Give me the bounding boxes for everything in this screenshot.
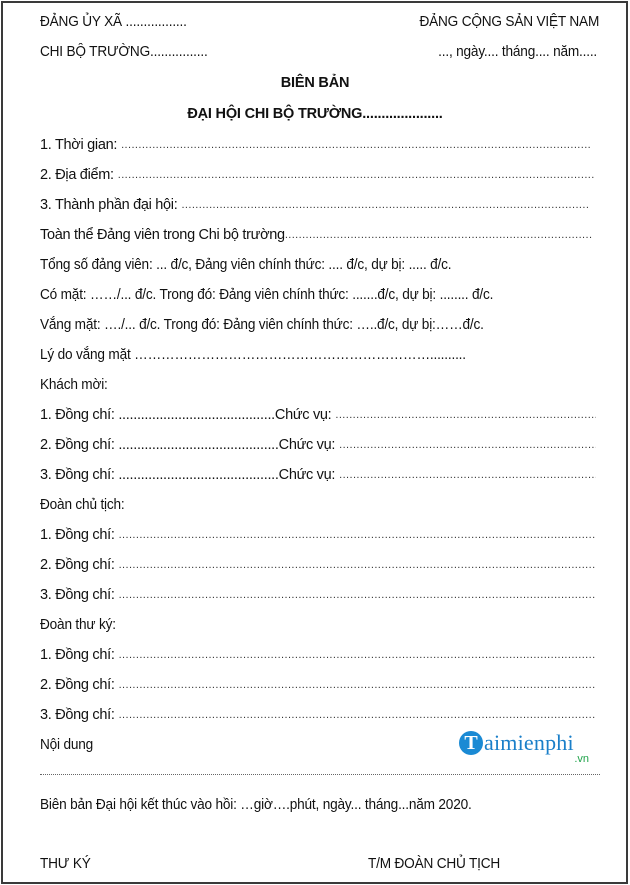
document-subtitle: ĐẠI HỘI CHI BỘ TRƯỜNG.....................: [187, 106, 443, 122]
presidium-dots: [119, 526, 596, 544]
composition-label: 3. Thành phần đại hội:: [40, 197, 178, 213]
all-members-field[interactable]: [40, 226, 592, 244]
secretary-signature-label: THƯ KÝ: [40, 856, 91, 872]
logo-wordmark: aimienphi: [484, 730, 574, 755]
party-committee-label: ĐẢNG ỦY XÃ .................: [40, 14, 187, 30]
present-members-line[interactable]: Có mặt: ……/... đ/c. Trong đó: Đảng viên chính thức: .......đ/c, dự bị: ........ đ/c.: [40, 287, 494, 303]
guest-position-dots: [335, 406, 596, 424]
composition-field[interactable]: [40, 196, 590, 214]
guest-position-dots: [339, 436, 596, 454]
guest-row[interactable]: [40, 406, 596, 424]
time-field[interactable]: [40, 136, 592, 154]
guest-position-label: Chức vụ:: [274, 407, 332, 423]
content-dotted-line[interactable]: [40, 774, 600, 775]
all-members-dots: [285, 226, 592, 244]
total-members-line[interactable]: Tổng số đảng viên: ... đ/c, Đảng viên chính thức: .... đ/c, dự bị: ..... đ/c.: [40, 257, 452, 273]
presidium-dots: [119, 586, 596, 604]
place-field[interactable]: [40, 166, 594, 184]
presidium-row[interactable]: [40, 586, 596, 604]
presidium-row[interactable]: [40, 556, 596, 574]
secretariat-label: 1. Đồng chí:: [40, 647, 115, 663]
guest-name-label: 2. Đồng chí: ...........................................: [40, 437, 279, 453]
guest-position-dots: [339, 466, 596, 484]
place-label: 2. Địa điểm:: [40, 167, 114, 183]
presidium-row[interactable]: [40, 526, 596, 544]
time-dots: [121, 136, 592, 154]
guests-heading: Khách mời:: [40, 377, 108, 393]
guest-name-label: 1. Đồng chí: ..........................................: [40, 407, 275, 423]
taimienphi-watermark: [459, 729, 599, 765]
secretariat-dots: [119, 646, 596, 664]
date-placeholder: ..., ngày.... tháng.... năm.....: [438, 44, 597, 60]
presidium-label: 2. Đồng chí:: [40, 557, 115, 573]
absent-members-line[interactable]: Vắng mặt: …./... đ/c. Trong đó: Đảng viên chính thức: …..đ/c, dự bị:……đ/c.: [40, 317, 484, 333]
secretariat-row[interactable]: [40, 706, 596, 724]
secretariat-label: 2. Đồng chí:: [40, 677, 115, 693]
closing-statement: Biên bản Đại hội kết thúc vào hồi: …giờ….phút, ngày... tháng...năm 2020.: [40, 797, 472, 813]
guest-row[interactable]: [40, 466, 596, 484]
secretariat-label: 3. Đồng chí:: [40, 707, 115, 723]
logo-tld: .vn: [574, 753, 589, 765]
secretariat-dots: [119, 706, 596, 724]
branch-label: CHI BỘ TRƯỜNG................: [40, 44, 208, 60]
guest-position-label: Chức vụ:: [278, 467, 336, 483]
guest-row[interactable]: [40, 436, 596, 454]
secretariat-row[interactable]: [40, 676, 596, 694]
all-members-label: Toàn thể Đảng viên trong Chi bộ trường: [40, 227, 285, 243]
absent-reason-line[interactable]: Lý do vắng mặt …………………………………………………………..........: [40, 347, 466, 363]
secretariat-heading: Đoàn thư ký:: [40, 617, 116, 633]
composition-dots: [181, 196, 590, 214]
presidium-dots: [119, 556, 596, 574]
secretariat-dots: [119, 676, 596, 694]
presidium-signature-label: T/M ĐOÀN CHỦ TỊCH: [368, 856, 501, 872]
presidium-label: 1. Đồng chí:: [40, 527, 115, 543]
guest-name-label: 3. Đồng chí: ...........................................: [40, 467, 279, 483]
place-dots: [118, 166, 594, 184]
secretariat-row[interactable]: [40, 646, 596, 664]
presidium-heading: Đoàn chủ tịch:: [40, 497, 125, 513]
guest-position-label: Chức vụ:: [278, 437, 336, 453]
content-heading: Nội dung: [40, 737, 94, 753]
logo-t-icon: T: [459, 731, 483, 755]
presidium-label: 3. Đồng chí:: [40, 587, 115, 603]
party-name-label: ĐẢNG CỘNG SẢN VIỆT NAM: [419, 14, 599, 30]
document-title: BIÊN BẢN: [280, 75, 350, 91]
time-label: 1. Thời gian:: [40, 137, 118, 153]
